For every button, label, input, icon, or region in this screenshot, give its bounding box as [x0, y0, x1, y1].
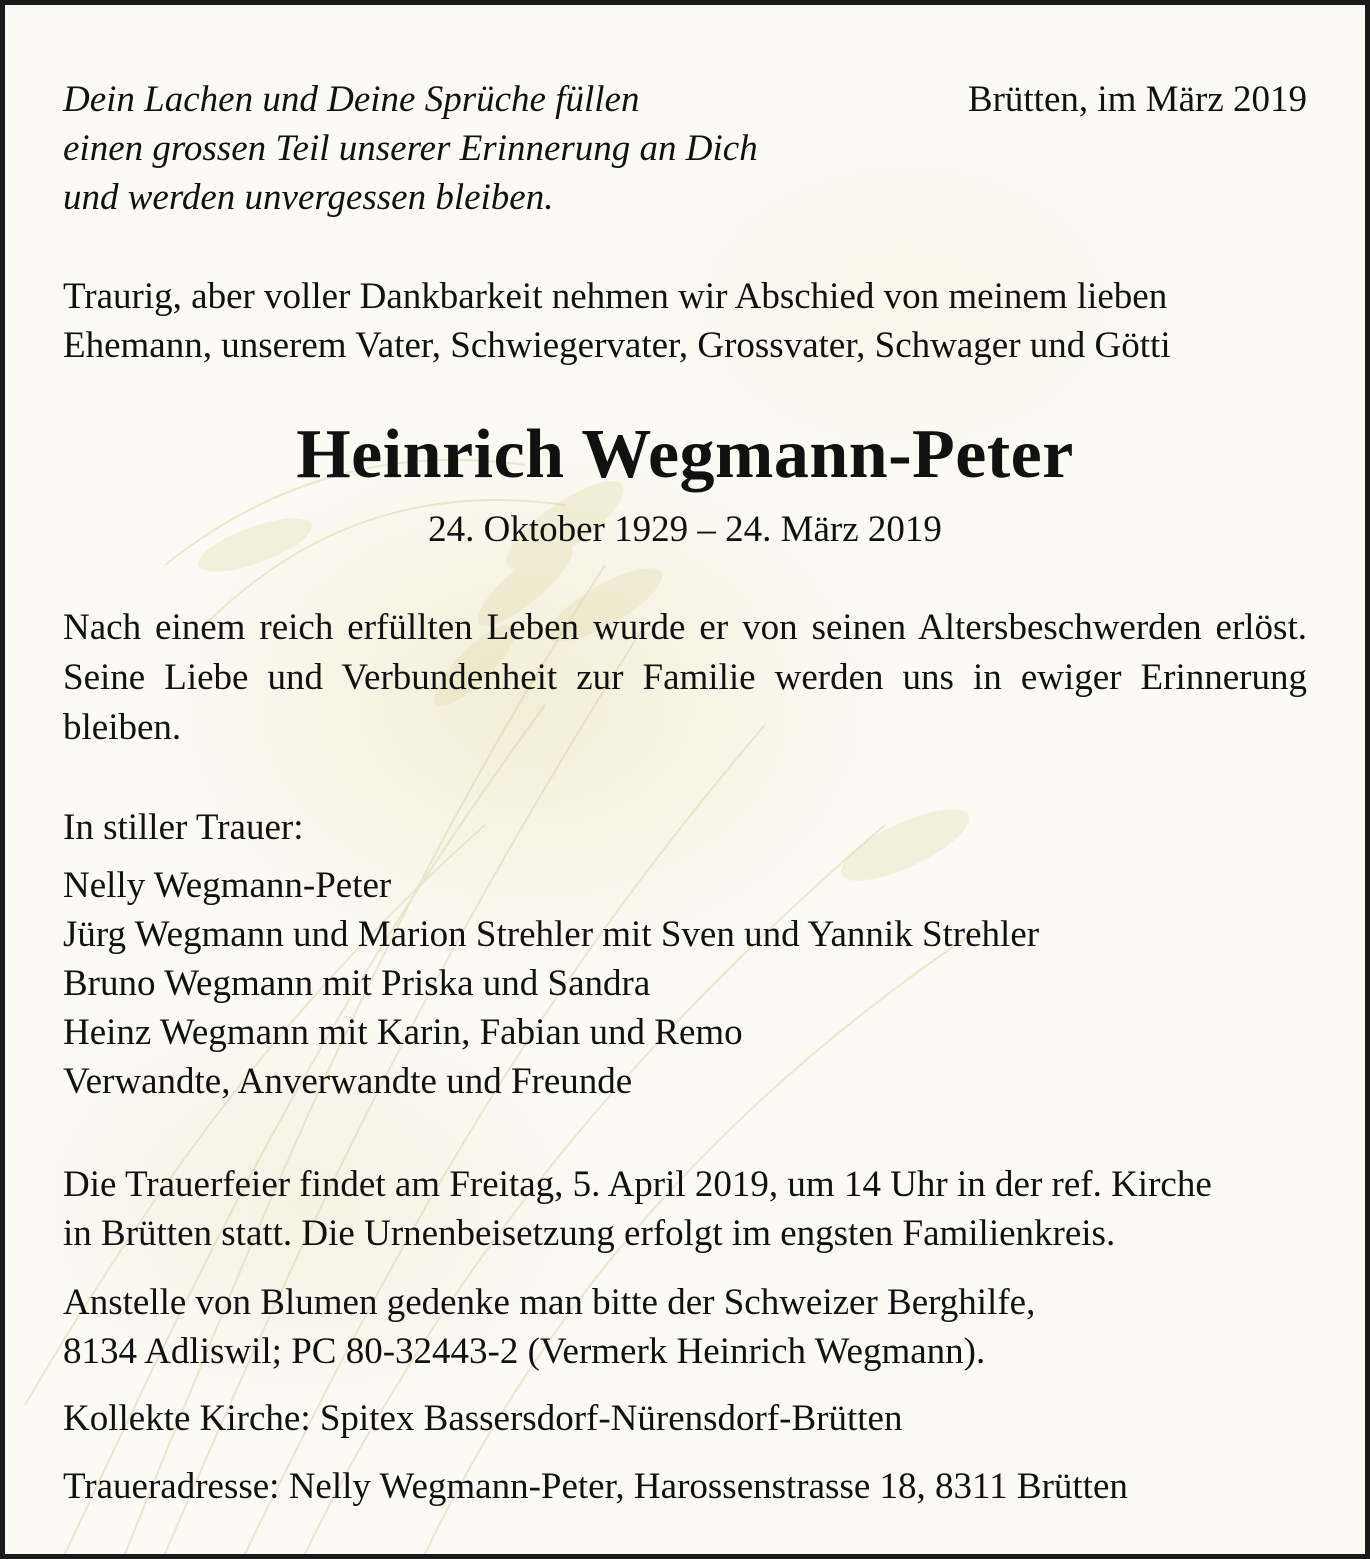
farewell-intro-line: Ehemann, unserem Vater, Schwiegervater, Grossvater, Schwager und Götti — [63, 325, 1171, 366]
donation-info-line: 8134 Adliswil; PC 80-32443-2 (Vermerk Heinrich Wegmann). — [63, 1331, 986, 1372]
church-collection: Kollekte Kirche: Spitex Bassersdorf-Nürensdorf-Brütten — [63, 1398, 903, 1439]
memorial-quote-line: und werden unvergessen bleiben. — [63, 177, 554, 218]
donation-info-line: Anstelle von Blumen gedenke man bitte der Schweizer Berghilfe, — [63, 1282, 1036, 1323]
mourning-address: Traueradresse: Nelly Wegmann-Peter, Harossenstrasse 18, 8311 Brütten — [63, 1466, 1128, 1507]
deceased-name: Heinrich Wegmann-Peter — [296, 416, 1074, 493]
mourner-entry: Nelly Wegmann-Peter — [63, 865, 392, 906]
farewell-intro-line: Traurig, aber voller Dankbarkeit nehmen wir Abschied von meinem lieben — [63, 276, 1168, 317]
mourner-entry: Bruno Wegmann mit Priska und Sandra — [63, 963, 651, 1004]
mourner-entry: Heinz Wegmann mit Karin, Fabian und Remo — [63, 1012, 743, 1053]
mourner-entry: Verwandte, Anverwandte und Freunde — [63, 1061, 633, 1102]
ceremony-info-line: Die Trauerfeier findet am Freitag, 5. April 2019, um 14 Uhr in der ref. Kirche — [63, 1164, 1212, 1205]
mourners-list — [63, 861, 1039, 1106]
donation-info — [63, 1278, 1035, 1376]
place-and-date: Brütten, im März 2019 — [967, 79, 1307, 120]
notice-content — [5, 5, 1365, 1554]
mourner-entry: Jürg Wegmann und Marion Strehler mit Sven und Yannik Strehler — [63, 914, 1040, 955]
life-dates: 24. Oktober 1929 – 24. März 2019 — [428, 509, 942, 550]
memorial-quote-line: einen grossen Teil unserer Erinnerung an Dich — [63, 128, 758, 169]
memorial-quote-line: Dein Lachen und Deine Sprüche füllen — [63, 79, 640, 120]
memorial-quote — [63, 75, 758, 222]
mourning-label: In stiller Trauer: — [63, 807, 304, 848]
tribute-paragraph: Nach einem reich erfüllten Leben wurde er von seinen Altersbeschwerden erlöst. Seine Liebe und Verbundenheit zur Familie werden uns in ewiger Erinnerung bleiben. — [63, 607, 1307, 748]
ceremony-info — [63, 1160, 1212, 1258]
ceremony-info-line: in Brütten statt. Die Urnenbeisetzung erfolgt im engsten Familienkreis. — [63, 1213, 1116, 1254]
farewell-intro — [63, 272, 1171, 370]
